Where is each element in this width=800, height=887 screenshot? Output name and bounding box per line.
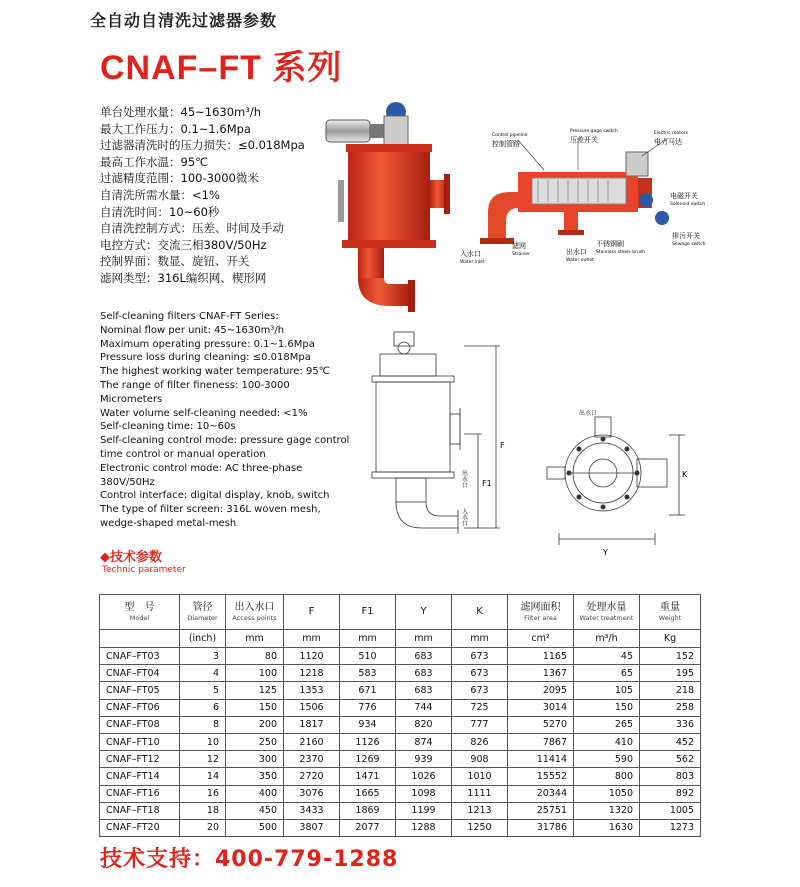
en-spec-item: Self-cleaning control mode: pressure gage control time control or manual operation — [100, 435, 350, 460]
label-motor-en: Electric motors — [654, 131, 688, 136]
table-cell: 1026 — [396, 768, 452, 785]
table-cell: 100 — [226, 665, 284, 682]
spec-table — [99, 594, 701, 837]
cn-spec-item: 自清洗时间：10~60秒 — [100, 204, 220, 219]
cn-spec-item: 滤网类型：316L编织网、楔形网 — [100, 270, 267, 285]
cn-spec-item: 过滤器清洗时的压力损失：≤0.018Mpa — [100, 138, 305, 153]
table-cell: 3 — [180, 648, 226, 665]
cn-spec-item: 过滤精度范围：100-3000微米 — [100, 171, 259, 186]
table-cell: 803 — [640, 768, 701, 785]
en-spec-item: Maximum operating pressure: 0.1~1.6Mpa — [100, 338, 315, 350]
table-cell: 1273 — [640, 819, 701, 836]
table-cell: 744 — [396, 699, 452, 716]
table-cell: 452 — [640, 733, 701, 750]
label-solenoid-en: Solenoid switch — [670, 202, 706, 207]
table-row — [100, 733, 701, 750]
model-cell: CNAF–FT03 — [100, 648, 180, 665]
top-view-outlet-label: 出水口 — [579, 410, 598, 417]
top-view-drawing — [545, 405, 695, 560]
table-cell: 583 — [340, 665, 396, 682]
table-cell: 1098 — [396, 785, 452, 802]
label-brush-cn: 不锈钢刷 — [596, 240, 624, 248]
table-cell: 1010 — [452, 768, 508, 785]
model-cell: CNAF–FT16 — [100, 785, 180, 802]
en-spec-item: Water volume self-cleaning needed: <1% — [100, 407, 308, 419]
table-cell: 725 — [452, 699, 508, 716]
table-cell: 45 — [574, 648, 640, 665]
table-cell: 800 — [574, 768, 640, 785]
model-cell: CNAF–FT06 — [100, 699, 180, 716]
col-header: 出入水口 Access points — [226, 595, 284, 630]
cn-spec-item: 控制界面：数显、旋钮、开关 — [100, 254, 250, 269]
unit-cell: mm — [226, 630, 284, 648]
en-spec-item: Pressure loss during cleaning: ≤0.018Mpa — [100, 352, 311, 364]
table-cell: 2077 — [340, 819, 396, 836]
cn-spec-item: 最高工作水温：95℃ — [100, 154, 209, 169]
product-photo-vertical — [318, 98, 458, 318]
table-cell: 11414 — [508, 751, 574, 768]
dim-K-label: K — [682, 470, 688, 479]
table-cell: 562 — [640, 751, 701, 768]
table-row — [100, 682, 701, 699]
table-cell: 218 — [640, 682, 701, 699]
unit-cell: mm — [452, 630, 508, 648]
table-cell: 1817 — [284, 716, 340, 733]
unit-cell: mm — [396, 630, 452, 648]
table-cell: 1288 — [396, 819, 452, 836]
table-cell: 1471 — [340, 768, 396, 785]
table-cell: 450 — [226, 802, 284, 819]
table-cell: 1269 — [340, 751, 396, 768]
table-cell: 410 — [574, 733, 640, 750]
table-row — [100, 802, 701, 819]
table-cell: 14 — [180, 768, 226, 785]
label-outlet-en: Water outlet — [566, 258, 594, 263]
support-hotline: 技术支持：400-779-1288 — [100, 847, 399, 872]
table-cell: 683 — [396, 648, 452, 665]
table-cell: 590 — [574, 751, 640, 768]
table-cell: 8 — [180, 716, 226, 733]
table-cell: 20 — [180, 819, 226, 836]
col-header: K — [452, 595, 508, 630]
cn-spec-item: 最大工作压力：0.1~1.6Mpa — [100, 121, 251, 136]
table-cell: 1199 — [396, 802, 452, 819]
col-header: F1 — [340, 595, 396, 630]
en-spec-list — [100, 310, 355, 531]
table-cell: 3807 — [284, 819, 340, 836]
cn-spec-item: 自清洗控制方式：压差、时间及手动 — [100, 221, 284, 236]
unit-cell: (inch) — [180, 630, 226, 648]
label-inlet-cn: 入水口 — [460, 250, 481, 258]
side-elevation-drawing — [360, 330, 520, 545]
cn-spec-list — [100, 104, 305, 287]
model-cell: CNAF–FT18 — [100, 802, 180, 819]
units-row — [100, 630, 701, 648]
model-cell: CNAF–FT05 — [100, 682, 180, 699]
cn-spec-item: 电控方式：交流三相380V/50Hz — [100, 237, 267, 252]
table-row — [100, 785, 701, 802]
table-cell: 671 — [340, 682, 396, 699]
table-cell: 2095 — [508, 682, 574, 699]
table-row — [100, 751, 701, 768]
table-cell: 683 — [396, 682, 452, 699]
table-cell: 336 — [640, 716, 701, 733]
table-cell: 12 — [180, 751, 226, 768]
table-cell: 1630 — [574, 819, 640, 836]
en-spec-item: The type of filter screen: 316L woven mesh, wedge-shaped metal-mesh — [100, 504, 321, 529]
en-spec-item: Control interface: digital display, knob, switch — [100, 490, 330, 502]
table-cell: 65 — [574, 665, 640, 682]
table-cell: 1506 — [284, 699, 340, 716]
table-cell: 3076 — [284, 785, 340, 802]
en-spec-item: Self-cleaning filters CNAF-FT Series: — [100, 311, 279, 322]
table-cell: 683 — [396, 665, 452, 682]
table-row — [100, 768, 701, 785]
label-strainer-en: Strainer — [512, 252, 530, 257]
model-cell: CNAF–FT04 — [100, 665, 180, 682]
unit-cell: m³/h — [574, 630, 640, 648]
table-cell: 777 — [452, 716, 508, 733]
table-row — [100, 819, 701, 836]
model-cell: CNAF–FT10 — [100, 733, 180, 750]
technic-title-cn: ◆技术参数 — [100, 550, 162, 565]
table-cell: 826 — [452, 733, 508, 750]
table-cell: 1120 — [284, 648, 340, 665]
table-cell: 1050 — [574, 785, 640, 802]
table-cell: 5270 — [508, 716, 574, 733]
table-cell: 31786 — [508, 819, 574, 836]
col-header: 重量 Weight — [640, 595, 701, 630]
table-cell: 6 — [180, 699, 226, 716]
label-motor-cn: 电力马达 — [654, 138, 682, 146]
unit-cell: mm — [284, 630, 340, 648]
table-cell: 400 — [226, 785, 284, 802]
col-header: Y — [396, 595, 452, 630]
table-cell: 934 — [340, 716, 396, 733]
label-pressure-switch-cn: 压差开关 — [570, 136, 598, 144]
label-outlet-cn: 出水口 — [566, 248, 587, 256]
table-cell: 300 — [226, 751, 284, 768]
cn-spec-item: 单台处理水量：45~1630m³/h — [100, 105, 262, 119]
model-cell: CNAF–FT14 — [100, 768, 180, 785]
label-inlet-en: Water inlet — [460, 260, 485, 265]
table-cell: 500 — [226, 819, 284, 836]
drawing-inlet-label: 入水口 — [460, 508, 468, 526]
table-cell: 2720 — [284, 768, 340, 785]
table-cell: 18 — [180, 802, 226, 819]
label-strainer-cn: 滤网 — [512, 242, 526, 250]
top-title: 全自动自清洗过滤器参数 — [90, 11, 278, 30]
table-cell: 105 — [574, 682, 640, 699]
dim-F1-label: F1 — [482, 479, 492, 488]
table-cell: 5 — [180, 682, 226, 699]
table-cell: 892 — [640, 785, 701, 802]
table-header-row — [100, 595, 701, 630]
cutaway-diagram — [458, 122, 718, 272]
cn-spec-item: 自清洗所需水量：<1% — [100, 187, 220, 202]
table-cell: 7867 — [508, 733, 574, 750]
table-cell: 16 — [180, 785, 226, 802]
table-cell: 80 — [226, 648, 284, 665]
series-title: CNAF–FT 系列 — [100, 49, 343, 87]
table-cell: 152 — [640, 648, 701, 665]
dim-F-label: F — [500, 441, 505, 450]
table-cell: 20344 — [508, 785, 574, 802]
table-cell: 2370 — [284, 751, 340, 768]
model-cell: CNAF–FT12 — [100, 751, 180, 768]
en-spec-item: Nominal flow per unit: 45~1630m³/h — [100, 324, 285, 336]
table-cell: 776 — [340, 699, 396, 716]
unit-cell: Kg — [640, 630, 701, 648]
table-cell: 250 — [226, 733, 284, 750]
label-brush-en: Stainless steels brush — [596, 250, 646, 255]
col-header: 滤网面积 Filter area — [508, 595, 574, 630]
label-solenoid-cn: 电磁开关 — [670, 192, 698, 200]
table-cell: 25751 — [508, 802, 574, 819]
en-spec-item: The highest working water temperature: 95℃ — [100, 366, 330, 378]
en-spec-item: Self-cleaning time: 10~60s — [100, 421, 236, 433]
table-cell: 673 — [452, 665, 508, 682]
label-control-pipeline-en: Control pipeline — [492, 133, 528, 138]
unit-cell: mm — [340, 630, 396, 648]
model-cell: CNAF–FT08 — [100, 716, 180, 733]
table-row — [100, 716, 701, 733]
en-spec-item: The range of filter fineness: 100-3000 Micrometers — [100, 379, 290, 405]
unit-cell: cm² — [508, 630, 574, 648]
table-cell: 1353 — [284, 682, 340, 699]
model-cell: CNAF–FT20 — [100, 819, 180, 836]
label-sewage-en: Sewage switch — [672, 242, 706, 247]
en-spec-item: Electronic control mode: AC three-phase 380V/50Hz — [100, 462, 303, 488]
label-control-pipeline-cn: 控制管路 — [492, 140, 520, 148]
technic-header — [100, 546, 186, 575]
table-cell: 195 — [640, 665, 701, 682]
label-sewage-cn: 排污开关 — [672, 232, 700, 240]
table-cell: 1367 — [508, 665, 574, 682]
table-cell: 673 — [452, 682, 508, 699]
table-cell: 1218 — [284, 665, 340, 682]
table-cell: 3433 — [284, 802, 340, 819]
drawing-outlet-label: 出水口 — [460, 470, 468, 488]
table-cell: 150 — [574, 699, 640, 716]
table-cell: 265 — [574, 716, 640, 733]
table-cell: 2160 — [284, 733, 340, 750]
table-cell: 1126 — [340, 733, 396, 750]
table-cell: 1111 — [452, 785, 508, 802]
table-cell: 874 — [396, 733, 452, 750]
table-cell: 1165 — [508, 648, 574, 665]
col-header: F — [284, 595, 340, 630]
dim-Y-label: Y — [603, 548, 608, 557]
table-cell: 510 — [340, 648, 396, 665]
table-cell: 673 — [452, 648, 508, 665]
table-cell: 908 — [452, 751, 508, 768]
table-cell: 820 — [396, 716, 452, 733]
label-pressure-switch-en: Pressure gage switch — [570, 129, 618, 134]
technic-title-en: Technic parameter — [102, 565, 186, 575]
table-cell: 1250 — [452, 819, 508, 836]
table-cell: 258 — [640, 699, 701, 716]
table-cell: 3014 — [508, 699, 574, 716]
col-header: 型 号 Model — [100, 595, 180, 630]
col-header: 管径 Diameter — [180, 595, 226, 630]
table-row — [100, 699, 701, 716]
table-cell: 1665 — [340, 785, 396, 802]
table-cell: 4 — [180, 665, 226, 682]
table-cell: 200 — [226, 716, 284, 733]
table-cell: 1005 — [640, 802, 701, 819]
table-cell: 10 — [180, 733, 226, 750]
table-cell: 150 — [226, 699, 284, 716]
table-cell: 350 — [226, 768, 284, 785]
unit-cell — [100, 630, 180, 648]
table-row — [100, 665, 701, 682]
table-cell: 15552 — [508, 768, 574, 785]
table-cell: 1869 — [340, 802, 396, 819]
table-cell: 939 — [396, 751, 452, 768]
table-row — [100, 648, 701, 665]
table-cell: 1213 — [452, 802, 508, 819]
col-header: 处理水量 Water treatment — [574, 595, 640, 630]
table-cell: 1320 — [574, 802, 640, 819]
table-cell: 125 — [226, 682, 284, 699]
